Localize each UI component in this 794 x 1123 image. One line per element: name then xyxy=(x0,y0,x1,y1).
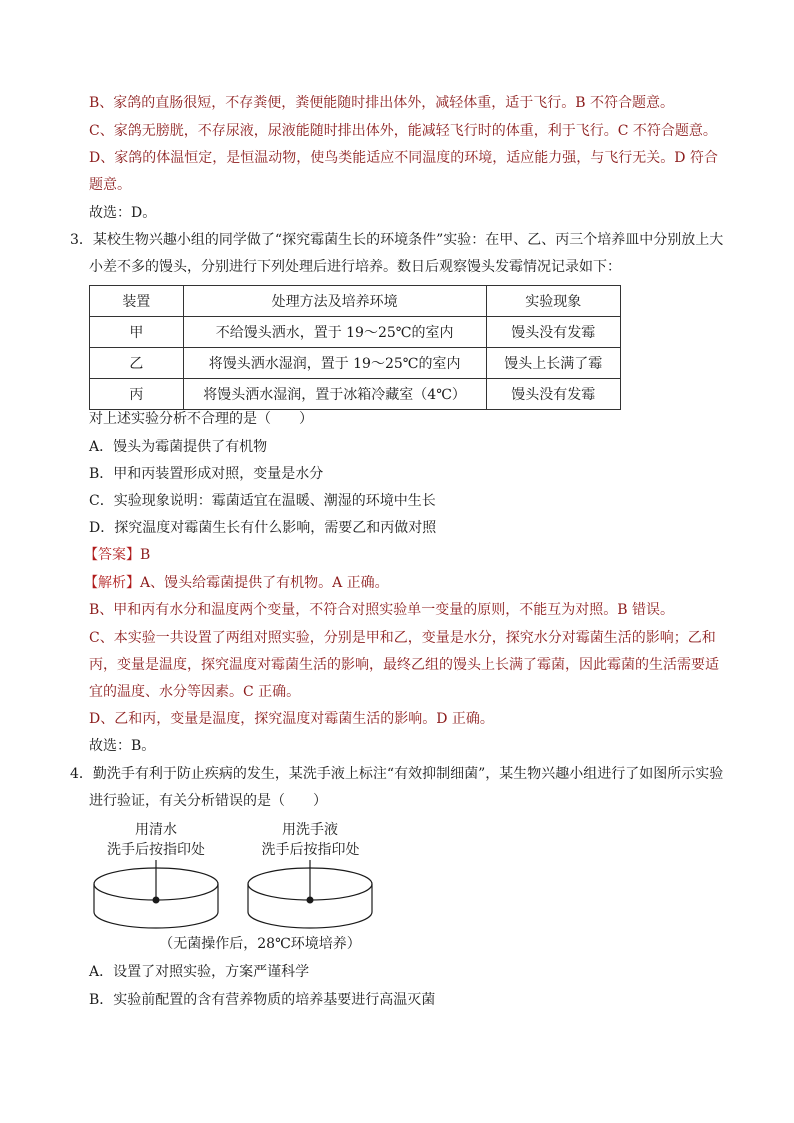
q2-answer: 故选：D。 xyxy=(89,205,157,221)
q2-option-d-line1: D、家鸽的体温恒定，是恒温动物，使鸟类能适应不同温度的环境，适应能力强，与飞行无关。D 符合 xyxy=(89,150,718,166)
petri-dish-diagram xyxy=(88,818,398,958)
right-dish-label-line1: 用洗手液 xyxy=(282,822,338,838)
q3-analysis-c-line1: C、本实验一共设置了两组对照实验，分别是甲和乙，变量是水分，探究水分对霉菌生活的影响；乙和 xyxy=(89,630,716,646)
right-dish-label-line2: 洗手后按指印处 xyxy=(261,842,360,858)
q3-stem-line2: 小差不多的馒头，分别进行下列处理后进行培养。数日后观察馒头发霉情况记录如下： xyxy=(89,259,621,275)
q3-answer xyxy=(84,545,150,565)
q3-option-a: A．馒头为霉菌提供了有机物 xyxy=(89,439,268,455)
q3-analysis-c-line3: 宜的温度、水分等因素。C 正确。 xyxy=(89,684,301,700)
q2-option-b: B、家鸽的直肠很短，不存粪便，粪便能随时排出体外，减轻体重，适于飞行。B 不符合题意。 xyxy=(89,95,675,111)
q3-analysis-d: D、乙和丙，变量是温度，探究温度对霉菌生活的影响。D 正确。 xyxy=(89,711,494,727)
table-row xyxy=(90,317,621,348)
right-fingerprint-dot xyxy=(307,897,314,904)
q3-analysis-c-line2: 丙，变量是温度，探究温度对霉菌生活的影响，最终乙组的馒头上长满了霉菌，因此霉菌的生活需要适 xyxy=(89,657,719,673)
table-cell: 将馒头洒水湿润，置于 19～25℃的室内 xyxy=(183,348,486,379)
table-cell: 甲 xyxy=(90,317,184,348)
left-dish-label-line2: 洗手后按指印处 xyxy=(107,842,205,858)
q3-analysis-b: B、甲和丙有水分和温度两个变量，不符合对照实验单一变量的原则，不能互为对照。B 错误。 xyxy=(89,602,675,618)
table-cell: 乙 xyxy=(90,348,184,379)
table-header-cell: 装置 xyxy=(90,286,184,317)
q3-question: 对上述实验分析不合理的是（ ） xyxy=(89,411,313,427)
analysis-a-text: A、馒头给霉菌提供了有机物。A 正确。 xyxy=(140,575,389,591)
q3-option-c: C．实验现象说明：霉菌适宜在温暖、潮湿的环境中生长 xyxy=(89,493,436,509)
table-cell: 馒头没有发霉 xyxy=(486,379,620,410)
q3-option-d: D．探究温度对霉菌生长有什么影响，需要乙和丙做对照 xyxy=(89,520,437,536)
q4-stem-line1: 4．勤洗手有利于防止疾病的发生，某洗手液上标注“有效抑制细菌”，某生物兴趣小组进行了如图所示实验 xyxy=(70,766,724,782)
table-header-cell: 实验现象 xyxy=(486,286,620,317)
q4-option-b: B．实验前配置的含有营养物质的培养基要进行高温灭菌 xyxy=(89,992,436,1008)
table-header-row xyxy=(90,286,621,317)
left-fingerprint-dot xyxy=(153,897,160,904)
table-cell: 丙 xyxy=(90,379,184,410)
q2-option-d-line2: 题意。 xyxy=(89,177,131,193)
left-dish-label-line1: 用清水 xyxy=(135,822,177,838)
table-header-cell: 处理方法及培养环境 xyxy=(183,286,486,317)
q3-stem-line1: 3．某校生物兴趣小组的同学做了“探究霉菌生长的环境条件”实验：在甲、乙、丙三个培养皿中分别放上大 xyxy=(70,232,724,248)
table-row xyxy=(90,379,621,410)
table-cell: 馒头上长满了霉 xyxy=(486,348,620,379)
answer-tag: 【答案】 xyxy=(84,547,140,563)
q2-option-c: C、家鸽无膀胱，不存尿液，尿液能随时排出体外，能减轻飞行时的体重，利于飞行。C 不符合题意。 xyxy=(89,123,717,139)
diagram-caption: （无菌操作后，28℃环境培养） xyxy=(159,936,361,952)
experiment-table xyxy=(89,285,621,410)
table-cell: 不给馒头洒水，置于 19～25℃的室内 xyxy=(183,317,486,348)
analysis-tag: 【解析】 xyxy=(84,575,140,591)
q4-option-a: A．设置了对照实验，方案严谨科学 xyxy=(89,964,310,980)
q3-analysis-a xyxy=(84,573,389,593)
table-cell: 馒头没有发霉 xyxy=(486,317,620,348)
table-cell: 将馒头洒水湿润，置于冰箱冷藏室（4℃） xyxy=(183,379,486,410)
table-row xyxy=(90,348,621,379)
answer-value: B xyxy=(140,547,151,563)
q3-final-answer: 故选：B。 xyxy=(89,738,156,754)
q4-stem-line2: 进行验证，有关分析错误的是（ ） xyxy=(89,793,327,809)
q3-option-b: B．甲和丙装置形成对照，变量是水分 xyxy=(89,466,324,482)
